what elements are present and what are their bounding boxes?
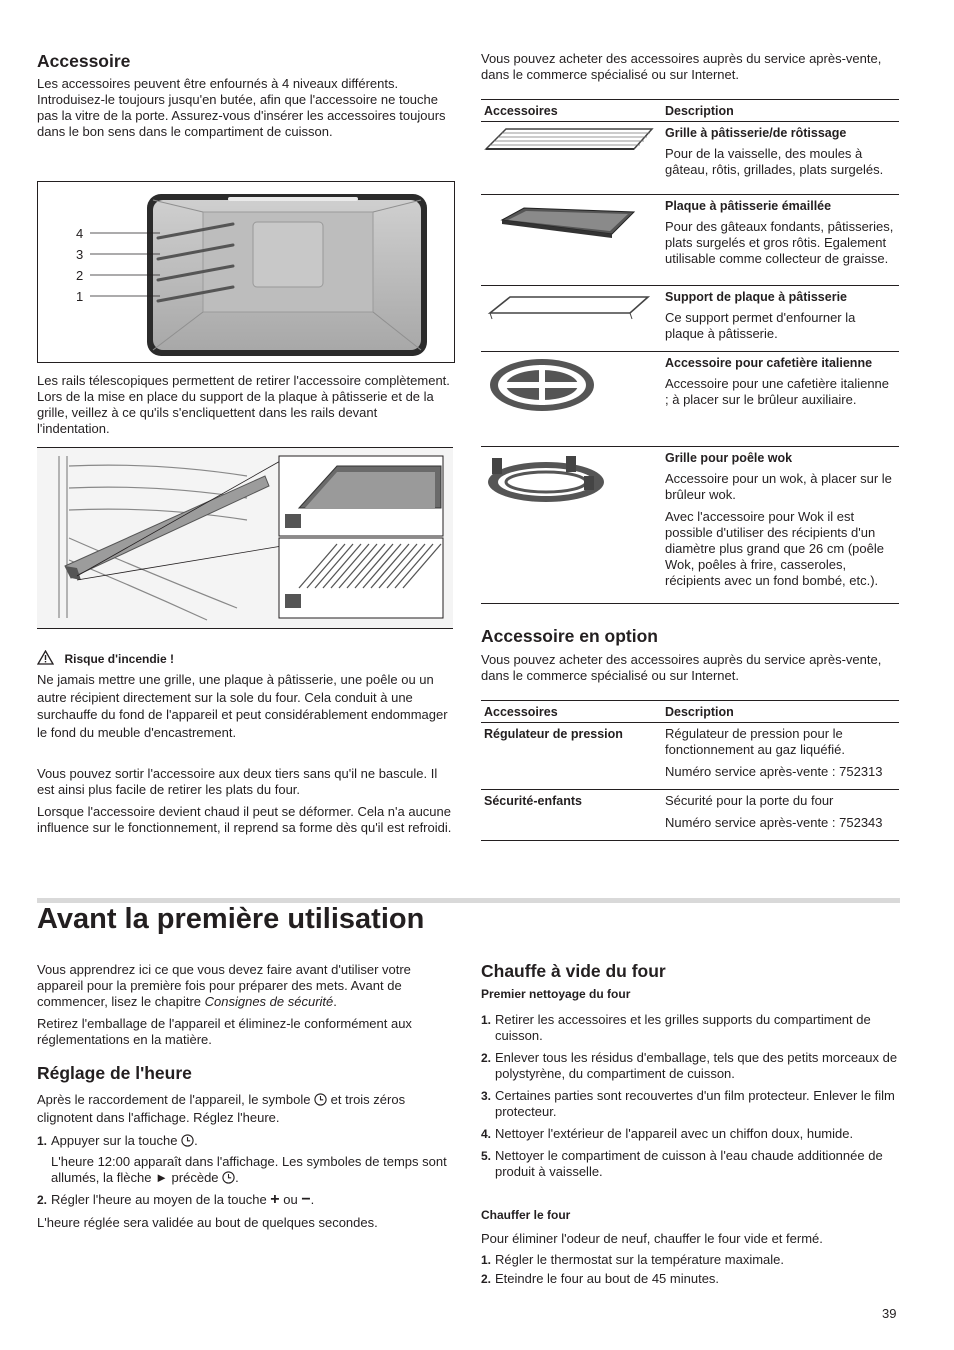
list-item xyxy=(481,1252,900,1268)
step-text: Eteindre le four au bout de 45 minutes. xyxy=(495,1271,720,1286)
item-name: Grille à pâtisserie/de rôtissage xyxy=(665,126,847,140)
section-intro-text: Vous apprendrez ici ce que vous devez faire avant d'utiliser votre appareil pour la première fois pour préparer des mets. Avant de commencer, lisez le chapitre xyxy=(37,962,411,1009)
item-desc: Accessoire pour une cafetière italienne ; à placer sur le brûleur auxiliaire. xyxy=(665,376,890,407)
accessoire-title: Accessoire xyxy=(37,51,131,71)
item-desc-extra: Avec l'accessoire pour Wok il est possible d'utiliser des récipients d'un diamètre plus grand que 26 cm (poêle Wok, poêles à frire, casseroles, récipients avec un fond bombé, etc.). xyxy=(665,509,884,588)
item-name: Grille pour poêle wok xyxy=(665,451,793,465)
clock-icon xyxy=(181,1134,194,1151)
safety-chapter-reference: Consignes de sécurité xyxy=(204,994,334,1009)
step-number: 3. xyxy=(481,1089,492,1103)
step-text: Régler l'heure au moyen de la touche xyxy=(51,1192,271,1207)
option-accessories-col-header: Accessoires xyxy=(481,701,662,723)
table-row xyxy=(481,352,899,447)
option-table xyxy=(481,700,899,841)
option-intro: Vous pouvez acheter des accessoires auprès du service après-vente, dans le commerce spécialisé ou sur Internet. xyxy=(481,652,882,683)
baking-tray-image xyxy=(484,198,654,248)
telescopic-rails-figure xyxy=(37,447,453,629)
chauffer-para: Pour éliminer l'odeur de neuf, chauffer le four vide et fermé. xyxy=(481,1231,823,1246)
chauffer-heading: Chauffer le four xyxy=(481,1208,571,1222)
step-detail xyxy=(51,1154,452,1188)
item-name: Accessoire pour cafetière italienne xyxy=(665,356,873,370)
item-name: Support de plaque à pâtisserie xyxy=(665,290,847,304)
play-arrow-icon: ► xyxy=(155,1170,168,1185)
step-detail-b: précède xyxy=(167,1170,223,1185)
step-text: Nettoyer le compartiment de cuisson à l'eau chaude additionnée de produit à vaisselle. xyxy=(495,1148,883,1179)
tray-support-image xyxy=(484,289,654,325)
coffee-maker-support-image xyxy=(484,355,604,415)
item-name: Sécurité-enfants xyxy=(484,794,582,808)
grill-rack-image xyxy=(484,125,654,155)
level-label-4: 4 xyxy=(76,226,84,241)
oven-cavity-illustration xyxy=(38,182,454,362)
step-text-mid: ou xyxy=(279,1192,302,1207)
list-item xyxy=(481,1126,900,1142)
section-title: Avant la première utilisation xyxy=(37,903,425,935)
step-text-end: . xyxy=(194,1133,198,1148)
list-item xyxy=(37,1192,452,1208)
accessories-table xyxy=(481,99,899,604)
step-number: 2. xyxy=(481,1272,492,1286)
reglage-intro-a: Après le raccordement de l'appareil, le symbole xyxy=(37,1092,315,1107)
accessories-intro: Vous pouvez acheter des accessoires auprès du service après-vente, dans le commerce spécialisé ou sur Internet. xyxy=(481,51,882,82)
reglage-title: Réglage de l'heure xyxy=(37,1063,192,1083)
step-text: Régler le thermostat sur la température maximale. xyxy=(495,1252,785,1267)
cleaning-steps xyxy=(481,1012,900,1186)
wok-grid-image xyxy=(484,450,608,506)
oven-levels-figure xyxy=(37,181,455,363)
warning-title: Risque d'incendie ! xyxy=(64,652,174,666)
table-row xyxy=(481,195,899,286)
table-row xyxy=(481,723,899,790)
level-label-1: 1 xyxy=(76,289,84,304)
item-desc: Accessoire pour un wok, à placer sur le brûleur wok. xyxy=(665,471,892,502)
accessoire-para2: Lorsque l'accessoire devient chaud il peut se déformer. Cela n'a aucune influence sur le fonctionnement, il reprend sa forme dès qu'il est refroidi. xyxy=(37,804,452,835)
item-name: Plaque à pâtisserie émaillée xyxy=(665,199,832,213)
list-item xyxy=(481,1271,900,1287)
reglage-intro-b: et trois zéros clignotent dans l'affichage. Réglez l'heure. xyxy=(37,1092,406,1125)
list-item xyxy=(481,1148,900,1180)
step-number: 1. xyxy=(481,1013,492,1027)
level-label-2: 2 xyxy=(76,268,84,283)
step-number: 1. xyxy=(481,1253,492,1267)
clock-icon xyxy=(222,1171,235,1188)
item-name: Régulateur de pression xyxy=(484,727,623,741)
table-row xyxy=(481,790,899,841)
item-desc-extra: Numéro service après-vente : 752343 xyxy=(665,815,883,830)
step-text: Appuyer sur la touche xyxy=(51,1133,182,1148)
section-para: Retirez l'emballage de l'appareil et éliminez-le conformément aux réglementations en la matière. xyxy=(37,1016,412,1047)
rails-text: Les rails télescopiques permettent de retirer l'accessoire complètement. Lors de la mise en place du support de la plaque à pâtisserie et de la grille, veillez à ce qu'ils s'encliquettent dans les rails devant l'indentation. xyxy=(37,373,450,436)
warning-text: Ne jamais mettre une grille, une plaque à pâtisserie, une poêle ou un autre récipient directement sur la sole du four. Cela conduit à une surchauffe du fond de l'appareil et peut considérablement endommager le fond du meuble d'encastrement. xyxy=(37,672,448,740)
step-number: 4. xyxy=(481,1127,492,1141)
step-number: 1. xyxy=(37,1134,48,1148)
telescopic-rails-illustration xyxy=(37,448,453,628)
warning-heading xyxy=(37,650,452,670)
premier-nettoyage-heading: Premier nettoyage du four xyxy=(481,987,631,1001)
step-detail-a: L'heure 12:00 apparaît dans l'affichage. Les symboles de temps sont allumés, la flèche xyxy=(51,1154,447,1185)
step-text: Enlever tous les résidus d'emballage, tels que des petits morceaux de polystyrène, du compartiment de cuisson. xyxy=(495,1050,898,1081)
step-detail-c: . xyxy=(235,1170,239,1185)
minus-icon: − xyxy=(301,1191,311,1208)
option-description-col-header: Description xyxy=(662,701,899,723)
step-number: 2. xyxy=(37,1193,48,1207)
list-item xyxy=(481,1050,900,1082)
option-title: Accessoire en option xyxy=(481,626,658,646)
level-label-3: 3 xyxy=(76,247,84,262)
list-item xyxy=(481,1012,900,1044)
clock-icon xyxy=(314,1093,327,1110)
item-desc-extra: Numéro service après-vente : 752313 xyxy=(665,764,883,779)
item-desc: Ce support permet d'enfourner la plaque à pâtisserie. xyxy=(665,310,856,341)
step-number: 5. xyxy=(481,1149,492,1163)
step-text-end: . xyxy=(310,1192,315,1207)
table-row xyxy=(481,122,899,195)
chauffe-title: Chauffe à vide du four xyxy=(481,961,666,981)
reglage-steps xyxy=(37,1133,452,1214)
plus-icon: + xyxy=(270,1191,280,1208)
item-desc: Sécurité pour la porte du four xyxy=(665,793,834,808)
accessoire-para1: Vous pouvez sortir l'accessoire aux deux tiers sans qu'il ne bascule. Il est ainsi plus facile de retirer les plats du four. xyxy=(37,766,438,797)
step-number: 2. xyxy=(481,1051,492,1065)
section-intro xyxy=(37,962,452,1010)
description-col-header: Description xyxy=(662,100,899,122)
accessoire-intro: Les accessoires peuvent être enfournés à 4 niveaux différents. Introduisez-le toujours jusqu'en butée, afin que l'accessoire ne touche pas la vitre de la porte. Assurez-vous d'insérer les accessoires toujours dans le bon sens dans le compartiment de cuisson. xyxy=(37,76,446,139)
page-number: 39 xyxy=(882,1306,897,1321)
reglage-intro xyxy=(37,1092,452,1126)
item-desc: Régulateur de pression pour le fonctionnement au gaz liquéfié. xyxy=(665,726,845,757)
accessories-col-header: Accessoires xyxy=(481,100,662,122)
step-text: Retirer les accessoires et les grilles supports du compartiment de cuisson. xyxy=(495,1012,871,1043)
list-item xyxy=(481,1088,900,1120)
table-row xyxy=(481,286,899,352)
step-text: Certaines parties sont recouvertes d'un film protecteur. Enlever le film protecteur. xyxy=(495,1088,895,1119)
item-desc: Pour des gâteaux fondants, pâtisseries, plats surgelés et gros rôtis. Egalement utilisable comme collecteur de graisse. xyxy=(665,219,894,266)
reglage-final: L'heure réglée sera validée au bout de quelques secondes. xyxy=(37,1215,378,1230)
step-text: Nettoyer l'extérieur de l'appareil avec un chiffon doux, humide. xyxy=(495,1126,854,1141)
heating-steps xyxy=(481,1252,900,1293)
warning-triangle-icon xyxy=(37,650,54,670)
table-row xyxy=(481,447,899,604)
item-desc: Pour de la vaisselle, des moules à gâteau, rôtis, grillades, plats surgelés. xyxy=(665,146,884,177)
list-item xyxy=(37,1133,452,1188)
section-intro-end: . xyxy=(333,994,337,1009)
